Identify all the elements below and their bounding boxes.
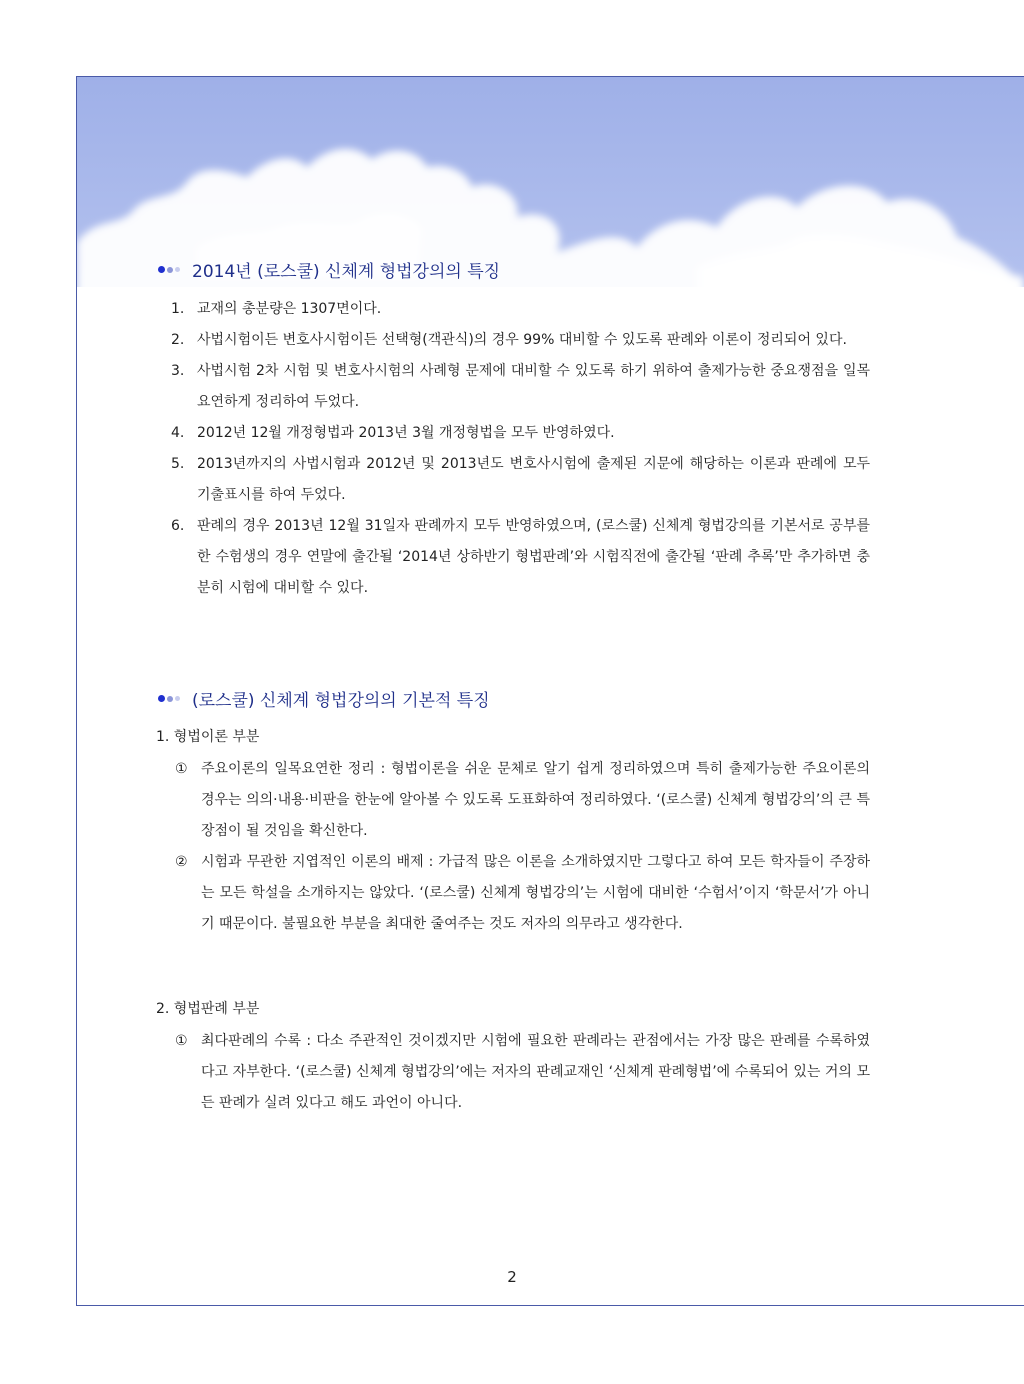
item-number: 2. [171,332,185,348]
list-item [165,1026,870,1119]
section1-list [165,294,870,604]
item-number: 3. [171,363,185,379]
item-text: 주요이론의 일목요연한 정리 : 형법이론을 쉬운 문체로 알기 쉽게 정리하였으며 특히 출제가능한 주요이론의 경우는 의의·내용·비판을 한눈에 알아볼 수 있도록 도표화하여 정리하였다. ‘(로스쿨) 신체계 형법강의’의 큰 특장점이 될 것임을 확신한다. [201,761,870,839]
item-text: 2012년 12월 개정형법과 2013년 3월 개정형법을 모두 반영하였다. [197,425,615,441]
part2-title: 2. 형법판례 부분 [156,1001,260,1017]
list-item [165,418,870,449]
section2-heading-text: (로스쿨) 신체계 형법강의의 기본적 특징 [192,691,490,711]
item-text: 시험과 무관한 지엽적인 이론의 배제 : 가급적 많은 이론을 소개하였지만 그렇다고 하여 모든 학자들이 주장하는 모든 학설을 소개하지는 않았다. ‘(로스쿨) 신체계 형법강의’는 시험에 대비한 ‘수험서’이지 ‘학문서’가 아니기 때문이다. 불필요한 부분을 최대한 줄여주는 것도 저자의 의무라고 생각한다. [201,854,870,932]
list-item [165,449,870,511]
item-number: 1. [171,301,185,317]
part1-title: 1. 형법이론 부분 [156,729,260,745]
item-marker: ① [175,761,188,777]
list-item [165,754,870,847]
section1-heading-text: 2014년 (로스쿨) 신체계 형법강의의 특징 [192,262,501,282]
part2-list [165,1026,870,1119]
part1-list [165,754,870,940]
item-text: 사법시험이든 변호사시험이든 선택형(객관식)의 경우 99% 대비할 수 있도록 판례와 이론이 정리되어 있다. [197,332,847,348]
section2-heading [158,686,490,711]
item-marker: ① [175,1033,188,1049]
bullet-dots-icon [158,266,182,273]
section1-heading [158,257,500,282]
item-text: 사법시험 2차 시험 및 변호사시험의 사례형 문제에 대비할 수 있도록 하기 위하여 출제가능한 중요쟁점을 일목요연하게 정리하여 두었다. [197,363,870,410]
item-marker: ② [175,854,188,870]
item-text: 교재의 총분량은 1307면이다. [197,301,382,317]
item-number: 6. [171,518,185,534]
list-item [165,847,870,940]
page-number: 2 [507,1268,517,1286]
item-number: 5. [171,456,185,472]
list-item [165,511,870,604]
item-text: 2013년까지의 사법시험과 2012년 및 2013년도 변호사시험에 출제된 지문에 해당하는 이론과 판례에 모두 기출표시를 하여 두었다. [197,456,870,503]
item-text: 최다판례의 수록 : 다소 주관적인 것이겠지만 시험에 필요한 판례라는 관점에서는 가장 많은 판례를 수록하였다고 자부한다. ‘(로스쿨) 신체계 형법강의’에는 저자의 판례교재인 ‘신체계 판례형법’에 수록되어 있는 거의 모든 판례가 실려 있다고 해도 과언이 아니다. [201,1033,870,1111]
list-item [165,325,870,356]
item-text: 판례의 경우 2013년 12월 31일자 판례까지 모두 반영하였으며, (로스쿨) 신체계 형법강의를 기본서로 공부를 한 수험생의 경우 연말에 출간될 ‘2014년 상하반기 형법판례’와 시험직전에 출간될 ‘판례 추록’만 추가하면 충분히 시험에 대비할 수 있다. [197,518,870,596]
list-item [165,294,870,325]
item-number: 4. [171,425,185,441]
bullet-dots-icon [158,695,182,702]
list-item [165,356,870,418]
